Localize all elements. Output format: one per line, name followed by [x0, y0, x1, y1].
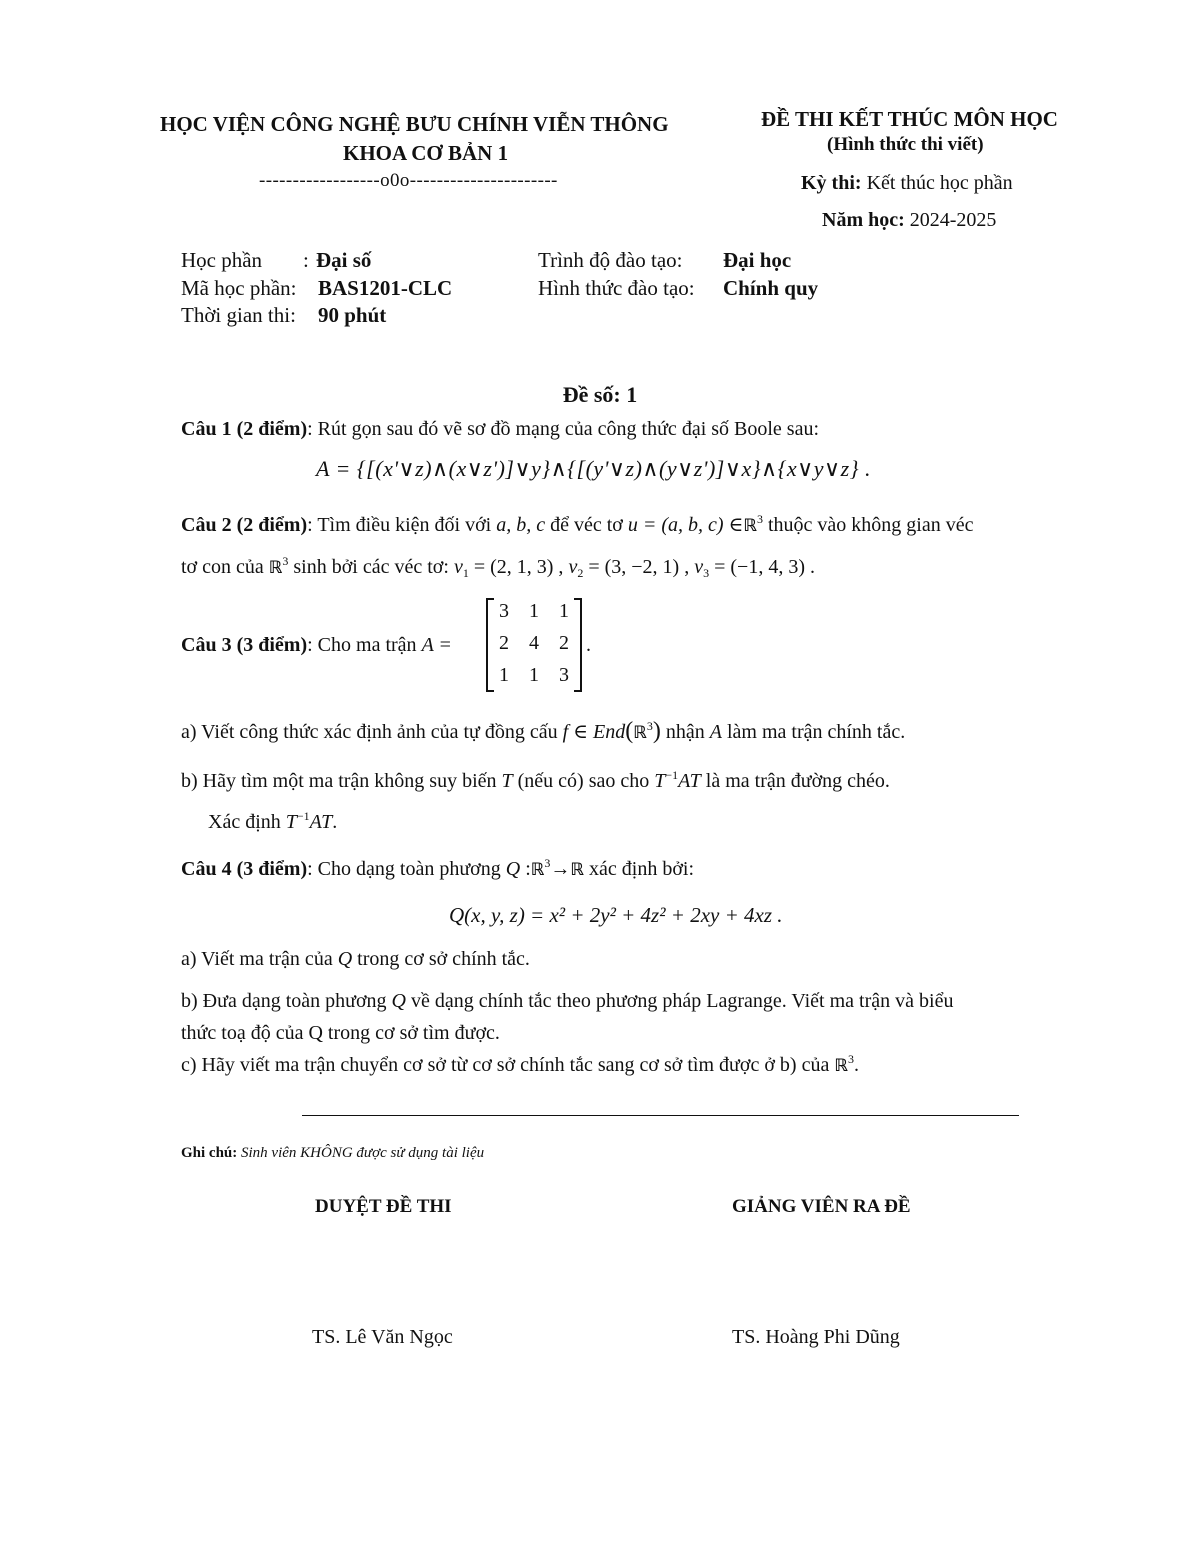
q2-text-b: để véc tơ: [550, 514, 623, 536]
matrix-cell: 1: [529, 600, 539, 622]
q4b-statement: b) Đưa dạng toàn phương Q về dạng chính tắc theo phương pháp Lagrange. Viết ma trận và biểu: [181, 990, 954, 1012]
q3b-line2: Xác định $T^{-1}AT$.: [208, 809, 338, 833]
subject-label: Học phần: [181, 248, 263, 272]
q4-text: : Cho dạng toàn phương: [307, 858, 501, 880]
q4c-end: .: [853, 1054, 859, 1076]
q4a-statement: a) Viết ma trận của Q trong cơ sở chính tắc.: [181, 948, 530, 970]
note: [181, 1145, 484, 1162]
real-numbers-symbol: ℝ: [530, 860, 545, 880]
matrix-a: [486, 598, 586, 694]
q1-label: Câu 1: [181, 418, 232, 440]
exam-session: [801, 172, 1013, 195]
q3b-text3: là ma trận đường chéo.: [705, 770, 890, 792]
q3-label: Câu 3: [181, 634, 232, 656]
q3-points: (3 điểm): [236, 634, 308, 656]
q3b-text2: (nếu có) sao cho: [517, 770, 650, 792]
q4a-text: a) Viết ma trận của: [181, 948, 333, 970]
q4b-text: b) Đưa dạng toàn phương: [181, 990, 387, 1012]
q4c-text: c) Hãy viết ma trận chuyển cơ sở từ cơ sở chính tắc sang cơ sở tìm được ở b) của: [181, 1054, 830, 1076]
time-label: Thời gian thi:: [181, 303, 296, 327]
q3b-text: b) Hãy tìm một ma trận không suy biến: [181, 770, 497, 792]
q3-period: .: [586, 634, 591, 656]
q4-statement: Câu 4 (3 điểm): Cho dạng toàn phương Q :ℝ$^3$→ℝ xác định bởi:: [181, 856, 695, 880]
session-value: Kết thúc học phần: [866, 172, 1013, 194]
matrix-cell: 2: [499, 632, 509, 654]
q4b-line2: thức toạ độ của Q trong cơ sở tìm được.: [181, 1022, 500, 1044]
exam-title: ĐỀ THI KẾT THÚC MÔN HỌC: [761, 107, 1058, 131]
q2-v2: = (3, −2, 1) ,: [588, 556, 690, 578]
q2-text-c: thuộc vào không gian véc: [768, 514, 974, 536]
code-label: Mã học phần:: [181, 276, 297, 300]
exam-number: Đề số: 1: [562, 382, 638, 407]
footer-divider: [302, 1115, 1019, 1116]
q1-points: (2 điểm): [236, 418, 308, 440]
matrix-cell: 1: [499, 664, 509, 686]
level-value: Đại học: [723, 248, 792, 272]
author-title: GIẢNG VIÊN RA ĐỀ: [732, 1196, 911, 1217]
q3a-text2: nhận: [665, 721, 705, 743]
school-year: [822, 209, 996, 232]
institution-name: HỌC VIỆN CÔNG NGHỆ BƯU CHÍNH VIỄN THÔNG: [160, 112, 669, 136]
matrix-cell: 1: [559, 600, 569, 622]
real-numbers-symbol: ℝ: [268, 558, 283, 578]
year-value: 2024-2025: [909, 209, 997, 231]
exam-form: (Hình thức thi viết): [827, 134, 984, 155]
approver-name: TS. Lê Văn Ngọc: [312, 1326, 453, 1348]
q2-text-a: : Tìm điều kiện đối với: [307, 514, 492, 536]
year-label: Năm học:: [822, 209, 905, 231]
note-label: Ghi chú:: [181, 1145, 238, 1161]
approve-title: DUYỆT ĐỀ THI: [315, 1196, 452, 1217]
note-text: Sinh viên KHÔNG được sử dụng tài liệu: [241, 1145, 485, 1161]
author-name: TS. Hoàng Phi Dũng: [732, 1326, 900, 1348]
q2-text-e: sinh bởi các véc tơ:: [293, 556, 449, 578]
q4c-statement: c) Hãy viết ma trận chuyển cơ sở từ cơ sở chính tắc sang cơ sở tìm được ở b) của ℝ$^3$.: [181, 1052, 859, 1076]
subject-colon: :: [303, 248, 309, 272]
q3-statement: [181, 634, 452, 657]
real-numbers-symbol: ℝ: [633, 723, 647, 743]
q3-matrix-name: A =: [421, 634, 452, 656]
q3b-statement: b) Hãy tìm một ma trận không suy biến T (nếu có) sao cho $T^{-1}AT$ là ma trận đường chéo.: [181, 768, 890, 792]
matrix-cell: 4: [529, 632, 539, 654]
q4-label: Câu 4: [181, 858, 232, 880]
real-numbers-symbol: ℝ: [743, 516, 757, 536]
matrix-cell: 3: [499, 600, 509, 622]
q2-statement-line2: tơ con của ℝ$^3$ sinh bởi các véc tơ: $v_1 = (2$, 1, 3) , $v_2 = (3$, −2, 1) , $v_3 = (-1$, 4, 3) .: [181, 554, 815, 580]
real-numbers-symbol: ℝ: [834, 1056, 848, 1076]
q4-formula: Q(x, y, z) = x² + 2y² + 4z² + 2xy + 4xz .: [449, 903, 783, 927]
q4-text2: xác định bởi:: [589, 858, 695, 880]
time-value: 90 phút: [318, 303, 387, 327]
q2-v3: = (−1, 4, 3) .: [714, 556, 815, 578]
q4b-text2: về dạng chính tắc theo phương pháp Lagrange. Viết ma trận và biểu: [411, 990, 954, 1012]
q3-text: : Cho ma trận: [307, 634, 417, 656]
q2-v1: = (2, 1, 3) ,: [473, 556, 564, 578]
session-label: Kỳ thi:: [801, 172, 862, 194]
matrix-cell: 2: [559, 632, 569, 654]
mode-label: Hình thức đào tạo:: [538, 276, 695, 300]
subject-value: Đại số: [316, 248, 372, 272]
q2-text-d: tơ con của: [181, 556, 264, 578]
q3a-text: a) Viết công thức xác định ảnh của tự đồng cấu: [181, 721, 558, 743]
q3a-statement: a) Viết công thức xác định ảnh của tự đồng cấu f ∈ End(ℝ$^3$) nhận A làm ma trận chính tắc.: [181, 718, 906, 744]
q2-points: (2 điểm): [236, 514, 308, 536]
header-separator: ------------------o0o----------------------: [259, 170, 558, 191]
code-value: BAS1201-CLC: [318, 276, 453, 300]
q1-statement: [181, 418, 819, 441]
q4-points: (3 điểm): [236, 858, 308, 880]
mode-value: Chính quy: [723, 276, 819, 300]
q2-statement-line1: Câu 2 (2 điểm): Tìm điều kiện đối với a, b, c để véc tơ u = (a, b, c) ∈ℝ$^3$ thuộc vào không gian véc: [181, 512, 974, 536]
faculty-name: KHOA CƠ BẢN 1: [343, 141, 509, 165]
q1-text: : Rút gọn sau đó vẽ sơ đồ mạng của công thức đại số Boole sau:: [307, 418, 820, 440]
q2-vars: a, b, c: [496, 514, 546, 536]
q3a-math: f ∈ End: [562, 721, 626, 743]
q1-formula: A = {[(x'∨z)∧(x∨z')]∨y}∧{[(y'∨z)∧(y∨z')]∨x}∧{x∨y∨z} .: [316, 456, 872, 481]
q3a-text3: làm ma trận chính tắc.: [726, 721, 906, 743]
matrix-cell: 3: [559, 664, 569, 686]
q4a-text2: trong cơ sở chính tắc.: [357, 948, 530, 970]
level-label: Trình độ đào tạo:: [538, 248, 683, 272]
q2-label: Câu 2: [181, 514, 232, 536]
q3b-line2-text: Xác định: [208, 811, 281, 833]
q2-u-vector: u = (a, b, c) ∈: [627, 514, 744, 536]
matrix-cell: 1: [529, 664, 539, 686]
real-numbers-symbol: ℝ: [570, 860, 585, 880]
